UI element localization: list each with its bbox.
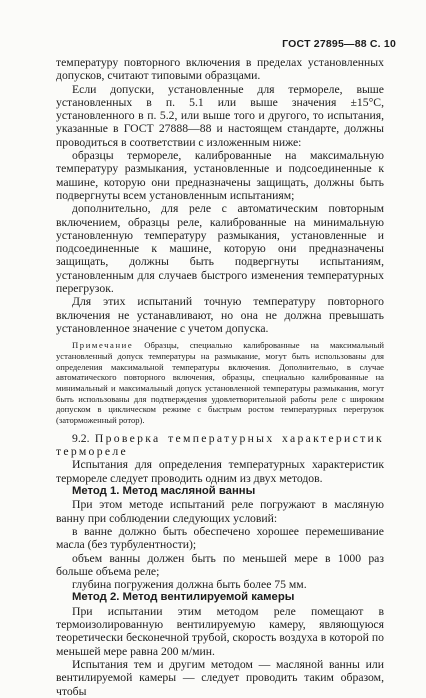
paragraph: дополнительно, для реле с автоматическим повторным включением, образцы реле, калиброванные на минимальную установленную температуру размыкания, установленные и подсоединенные к машине, которую они предназначены защищать, должны быть подвергнуты испытаниям, установленным для случаев быстрого изменения температурных перегрузок. — [56, 202, 384, 296]
paragraph: температуру повторного включения в пределах установленных допусков, считают типовыми образцами. — [56, 56, 384, 83]
condition-item: объем ванны должен быть по меньшей мере в 1000 раз больше объема реле; — [56, 551, 384, 578]
page-content — [56, 56, 384, 698]
paragraph: При этом методе испытаний реле погружают в масляную ванну при соблюдении следующих условий: — [56, 498, 384, 525]
method-1-title: Метод 1. Метод масляной ванны — [72, 485, 256, 498]
paragraph: При испытании этим методом реле помещают в термоизолированную вентилируемую камеру, являющуюся теоретически бесконечной трубой, скорость воздуха в которой по меньшей мере равна 200 м/мин. — [56, 604, 384, 658]
note-text: Образцы, специально калиброванные на максимальный установленный допуск температуры на размыкание, могут быть использованы для определения максимальной температуры включения. Дополнительно, в случае автоматического повторного включения, образцы, специально калиброванные на минимальный и максимальный допуск установленной температуры размыкания, могут быть использованы для подтверждения удовлетворительной работы реле с широким допуском в циклическом режиме с быстрым ростом температурных перегрузок (заторможенный ротор). — [56, 340, 384, 426]
paragraph: Испытания для определения температурных характеристик термореле следует проводить одним из двух методов. — [56, 458, 384, 485]
condition-item: в ванне должно быть обеспечено хорошее перемешивание масла (без турбулентности); — [56, 524, 384, 552]
paragraph: Для этих испытаний точную температуру повторного включения не устанавливают, но она не должна превышать установленное значение с учетом допуска. — [56, 295, 384, 335]
section-title: Проверка температурных характеристик термореле — [56, 431, 385, 459]
paragraph: образцы термореле, калиброванные на максимальную температуру размыкания, установленные и подсоединенные к машине, которую они предназначены защищать, должны быть подвергнуты всем установленным испытаниям; — [56, 149, 384, 202]
condition-item: глубина погружения должна быть более 75 мм. — [72, 578, 307, 592]
paragraph: Если допуски, установленные для термореле, выше установленных в п. 5.1 или выше значения ±15°С, установленного в п. 5.2, или выше того и другого, то испытания, указанные в ГОСТ 27888—88 и настоящем стандарте, должны проводиться в соответствии с изложенным ниже: — [56, 82, 384, 149]
section-heading — [56, 432, 384, 459]
note-label: Примечание — [72, 340, 134, 351]
method-2-title: Метод 2. Метод вентилируемой камеры — [72, 591, 295, 604]
page-header: ГОСТ 27895—88 С. 10 — [282, 38, 396, 50]
section-number: 9.2. — [72, 431, 90, 445]
paragraph: Испытания тем и другим методом — масляной ванны или вентилируемой камеры — следует проводить таким образом, чтобы — [56, 657, 384, 698]
note — [56, 340, 384, 426]
